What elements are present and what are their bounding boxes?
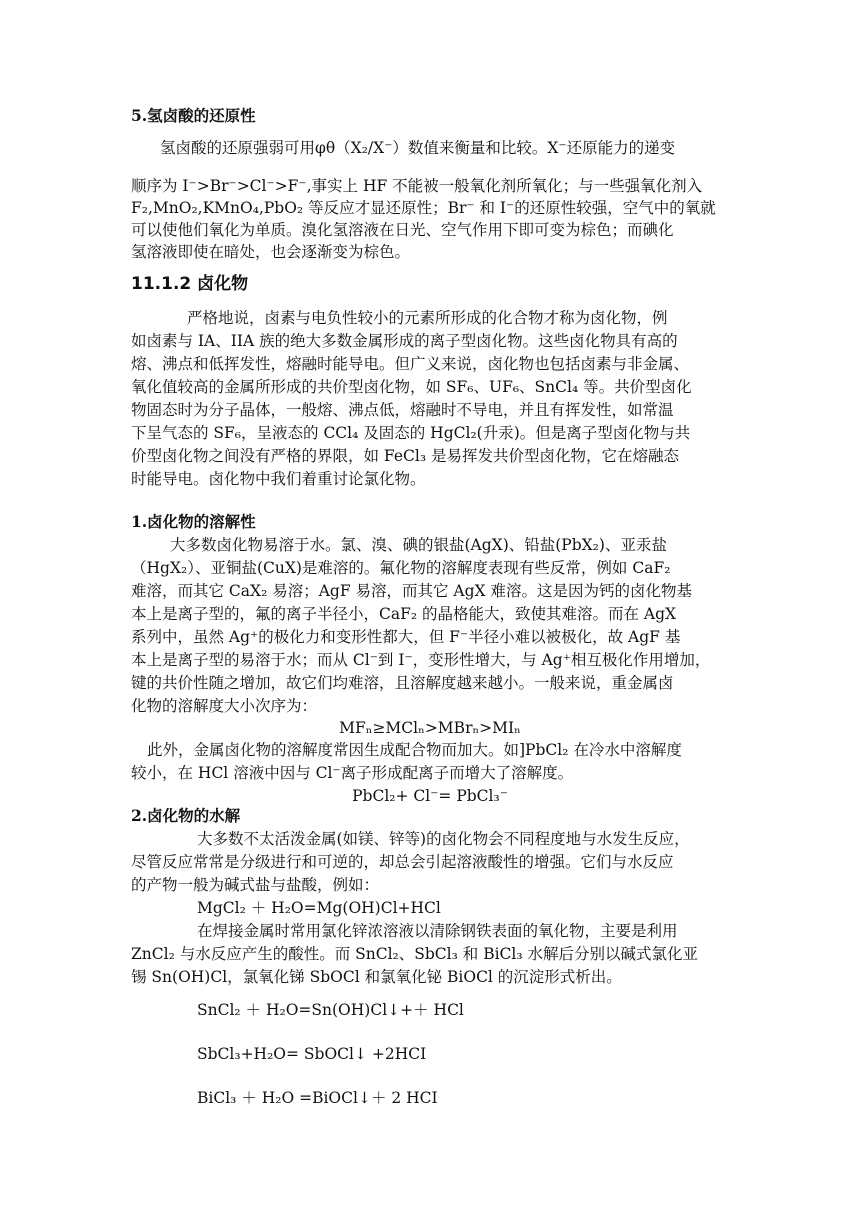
paragraph-line: 物固态时为分子晶体，一般熔、沸点低，熔融时不导电，并且有挥发性，如常温 (131, 401, 674, 419)
hydrolysis-equation-sncl2: SnCl₂ ＋ H₂O=Sn(OH)Cl↓+＋ HCl (197, 1001, 464, 1019)
solubility-order-formula: MFₙ≥MClₙ>MBrₙ>MIₙ (339, 719, 521, 737)
paragraph-line: 氢卤酸的还原强弱可用φθ（X₂/X⁻）数值来衡量和比较。X⁻还原能力的递变 (160, 139, 676, 157)
paragraph-line: 如卤素与 IA、IIA 族的绝大多数金属形成的离子型卤化物。这些卤化物具有高的 (131, 332, 678, 350)
paragraph-line: 本上是离子型的，氟的离子半径小，CaF₂ 的晶格能大，致使其难溶。而在 AgX (131, 605, 677, 623)
paragraph-line: 较小，在 HCl 溶液中因与 Cl⁻离子形成配离子而增大了溶解度。 (131, 764, 574, 782)
paragraph-line: 在焊接金属时常用氯化锌浓溶液以清除钢铁表面的氧化物，主要是利用 (197, 922, 678, 940)
paragraph-line: 可以使他们氧化为单质。溴化氢溶液在日光、空气作用下即可变为棕色；而碘化 (131, 221, 674, 239)
paragraph-line: ZnCl₂ 与水反应产生的酸性。而 SnCl₂、SbCl₃ 和 BiCl₃ 水解后分别以碱式氯化亚 (131, 945, 699, 963)
paragraph-line: 本上是离子型的易溶于水；而从 Cl⁻到 I⁻，变形性增大，与 Ag⁺相互极化作用增加， (131, 651, 711, 669)
paragraph-line: 价型卤化物之间没有严格的界限，如 FeCl₃ 是易挥发共价型卤化物，它在熔融态 (131, 447, 679, 465)
paragraph-line: 氧化值较高的金属所形成的共价型卤化物，如 SF₆、UF₆、SnCl₄ 等。共价型卤化 (131, 378, 692, 396)
section-heading-halides: 11.1.2 卤化物 (131, 274, 249, 294)
paragraph-line: 键的共价性随之增加，故它们均难溶，且溶解度越来越小。一般来说，重金属卤 (131, 674, 674, 692)
solubility-title: 1.卤化物的溶解性 (131, 512, 256, 531)
hydrolysis-equation-mgcl2: MgCl₂ ＋ H₂O=Mg(OH)Cl+HCl (197, 899, 441, 917)
paragraph-line: 大多数卤化物易溶于水。氯、溴、碘的银盐(AgX)、铅盐(PbX₂)、亚汞盐 (170, 536, 667, 554)
paragraph-line: 的产物一般为碱式盐与盐酸，例如： (131, 876, 380, 894)
paragraph-line: 大多数不太活泼金属(如镁、锌等)的卤化物会不同程度地与水发生反应， (197, 830, 690, 848)
hydrolysis-equation-bicl3: BiCl₃ ＋ H₂O =BiOCl↓＋ 2 HCI (197, 1089, 438, 1107)
paragraph-line: F₂,MnO₂,KMnO₄,PbO₂ 等反应才显还原性；Br⁻ 和 I⁻的还原性较强，空气中的氧就 (131, 199, 716, 217)
paragraph-line: 难溶，而其它 CaX₂ 易溶；AgF 易溶，而其它 AgX 难溶。这是因为钙的卤化物基 (131, 582, 693, 600)
hydrolysis-equation-sbcl3: SbCl₃+H₂O= SbOCl↓ +2HCI (197, 1045, 427, 1063)
complex-formation-equation: PbCl₂+ Cl⁻= PbCl₃⁻ (352, 787, 508, 805)
paragraph-line: 时能导电。卤化物中我们着重讨论氯化物。 (131, 470, 426, 488)
paragraph-line: 系列中，虽然 Ag⁺的极化力和变形性都大，但 F⁻半径小难以被极化，故 AgF 基 (131, 628, 681, 646)
paragraph-line: 尽管反应常常是分级进行和可逆的，却总会引起溶液酸性的增强。它们与水反应 (131, 853, 674, 871)
paragraph-line: 下呈气态的 SF₆，呈液态的 CCl₄ 及固态的 HgCl₂(升汞)。但是离子型卤化物与共 (131, 424, 691, 442)
paragraph-line: 氢溶液即使在暗处，也会逐渐变为棕色。 (131, 243, 411, 261)
paragraph-line: 此外，金属卤化物的溶解度常因生成配合物而加大。如]PbCl₂ 在冷水中溶解度 (147, 741, 682, 759)
paragraph-line: 顺序为 I⁻>Br⁻>Cl⁻>F⁻,事实上 HF 不能被一般氧化剂所氧化；与一些强氧化剂入 (131, 177, 703, 195)
paragraph-line: 化物的溶解度大小次序为： (131, 697, 318, 715)
paragraph-line: 熔、沸点和低挥发性，熔融时能导电。但广义来说，卤化物也包括卤素与非金属、 (131, 355, 690, 373)
paragraph-line: 严格地说，卤素与电负性较小的元素所形成的化合物才称为卤化物，例 (187, 309, 668, 327)
paragraph-line: 锡 Sn(OH)Cl，氯氧化锑 SbOCl 和氯氧化铋 BiOCl 的沉淀形式析出。 (131, 968, 622, 986)
section-5-title: 5.氢卤酸的还原性 (131, 106, 256, 125)
paragraph-line: （HgX₂）、亚铜盐(CuX)是难溶的。氟化物的溶解度表现有些反常，例如 CaF₂ (131, 559, 671, 577)
hydrolysis-title: 2.卤化物的水解 (131, 806, 241, 825)
